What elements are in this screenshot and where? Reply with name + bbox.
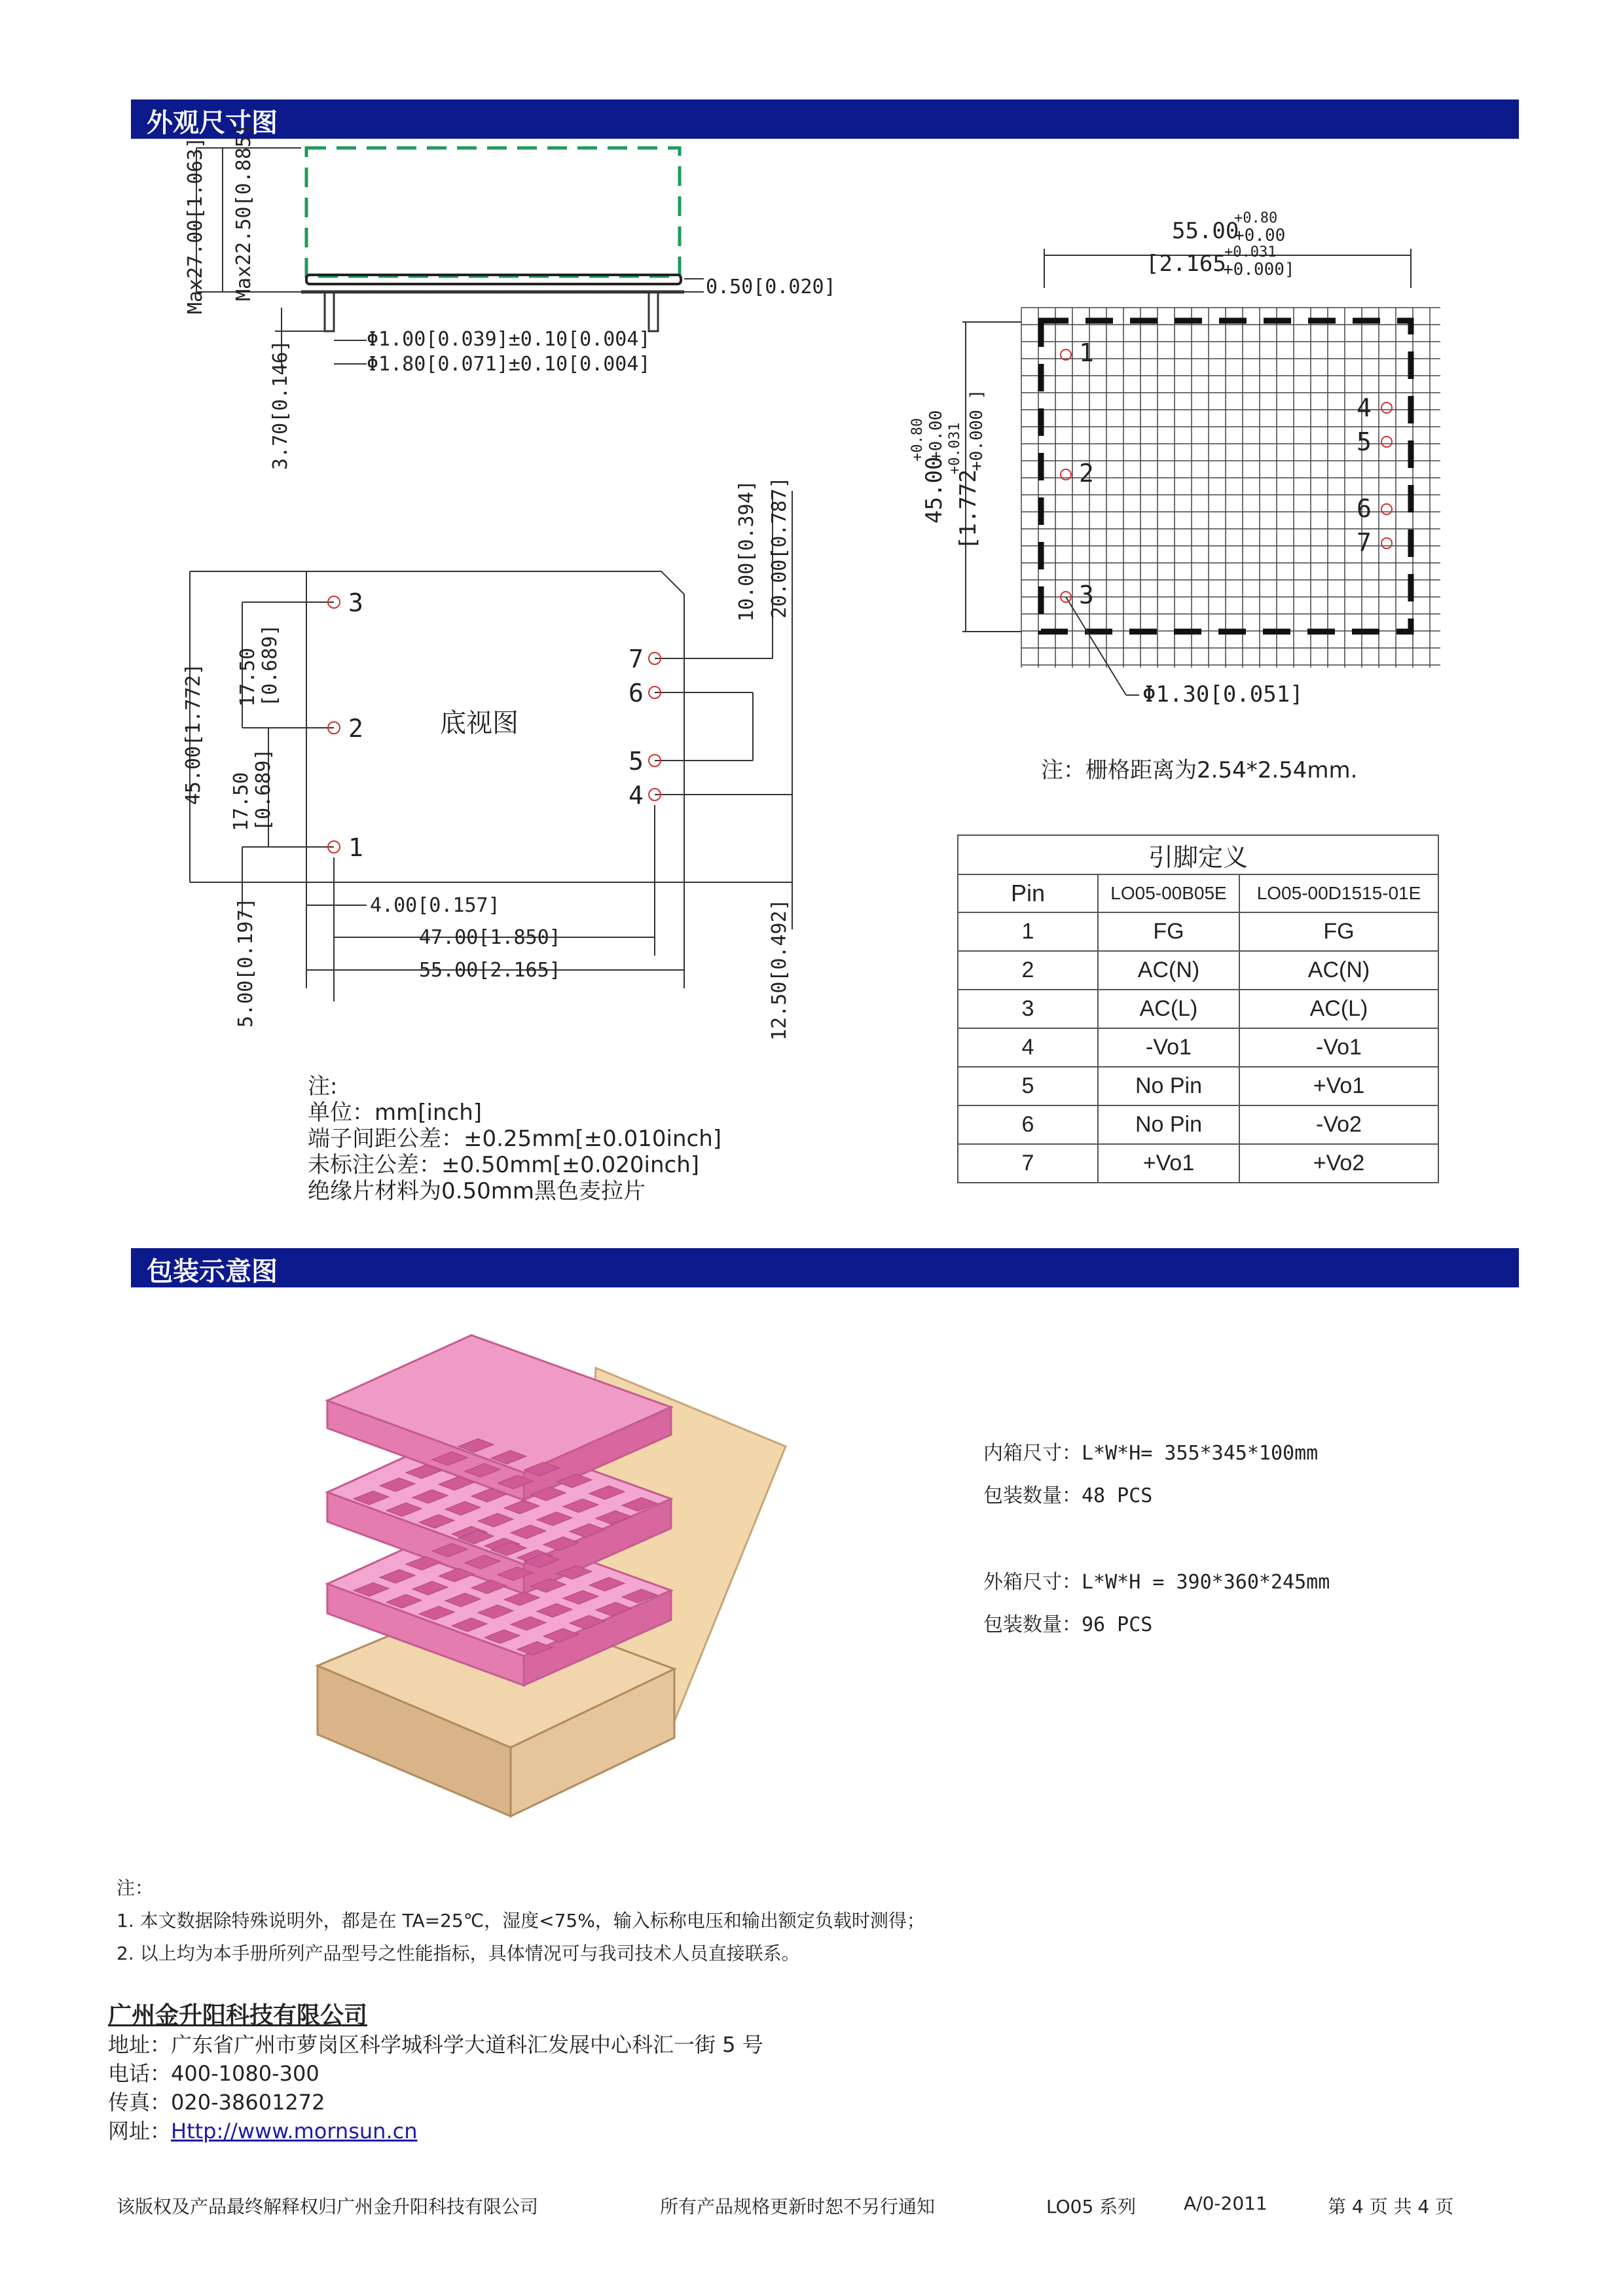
table-cell: AC(N) xyxy=(1239,951,1438,990)
dim-5: 5.00[0.197] xyxy=(234,897,257,1028)
grid-pin-hole xyxy=(1381,504,1392,514)
max22-label: Max22.50[0.885] xyxy=(232,124,255,301)
table-cell: AC(L) xyxy=(1098,990,1239,1028)
grid-height-tol-dn: +0.00 xyxy=(926,410,946,461)
website-link[interactable]: Http://www.mornsun.cn xyxy=(171,2119,418,2144)
grid-width-inch-dn: +0.000] xyxy=(1223,260,1295,279)
outer-box-qty: 包装数量：96 PCS xyxy=(983,1613,1153,1636)
pin-number: 2 xyxy=(1079,459,1094,488)
footer-version: A/0-2011 xyxy=(1184,2193,1267,2214)
grid-pin-hole xyxy=(1381,403,1392,413)
company-name: 广州金升阳科技有限公司 xyxy=(108,2002,368,2029)
footer-page: 第 4 页 共 4 页 xyxy=(1328,2196,1454,2217)
pin-number: 1 xyxy=(348,833,363,862)
footer-copyright: 该版权及产品最终解释权归广州金升阳科技有限公司 xyxy=(117,2196,539,2217)
dim-55: 55.00[2.165] xyxy=(419,959,561,982)
pin-number: 7 xyxy=(629,645,644,673)
pin-definition-table xyxy=(957,834,1439,1183)
pin-right xyxy=(649,292,658,331)
pin-number: 2 xyxy=(348,714,363,743)
pin-number: 6 xyxy=(629,679,644,708)
grid-note: 注：栅格距离为2.54*2.54mm. xyxy=(1041,757,1358,783)
note-line: 未标注公差：±0.50mm[±0.020inch] xyxy=(308,1152,700,1178)
company-web xyxy=(108,2117,763,2145)
section-title: 包装示意图 xyxy=(147,1257,278,1287)
pin-number: 3 xyxy=(1079,581,1094,609)
dim-4: 4.00[0.157] xyxy=(370,894,500,917)
table-cell: AC(N) xyxy=(1098,951,1239,990)
outer-box-size: 外箱尺寸：L*W*H = 390*360*245mm xyxy=(983,1571,1330,1594)
footer-series: LO05 系列 xyxy=(1046,2196,1137,2217)
table-cell: -Vo2 xyxy=(1239,1105,1438,1144)
table-cell: FG xyxy=(1098,912,1239,951)
company-phone: 电话：400-1080-300 xyxy=(108,2061,319,2086)
grid-height-tol-up: +0.80 xyxy=(909,418,926,461)
bottom-view-label: 底视图 xyxy=(440,708,519,738)
pin-shoulder-label: Φ1.80[0.071]±0.10[0.004] xyxy=(367,353,651,376)
dim-12: 12.50[0.492] xyxy=(768,899,791,1041)
pin-number: 4 xyxy=(629,781,644,810)
table-cell: 3 xyxy=(958,990,1098,1028)
table-cell: 4 xyxy=(958,1028,1098,1067)
pin-spacing-dim: 17.50 xyxy=(236,647,259,707)
max27-label: Max27.00[1.063] xyxy=(184,137,207,314)
table-cell: AC(L) xyxy=(1239,990,1438,1028)
pin-number: 1 xyxy=(1079,338,1094,367)
pin-left xyxy=(325,292,334,331)
grid-pin-hole xyxy=(1381,437,1392,447)
module-outline-dashed xyxy=(306,148,680,276)
footer-notice: 所有产品规格更新时恕不另行通知 xyxy=(660,2196,936,2217)
note-line: 注: xyxy=(308,1073,338,1100)
grid-width-mm: 55.00 xyxy=(1172,218,1239,244)
grid-pin-hole xyxy=(1381,538,1392,548)
company-info xyxy=(108,2001,763,2145)
packaging-illustration xyxy=(301,1329,799,1839)
footnotes xyxy=(117,1872,925,1970)
table-cell: 5 xyxy=(958,1067,1098,1105)
table-cell: +Vo1 xyxy=(1098,1144,1239,1183)
table-row xyxy=(958,990,1438,1028)
table-cell: 7 xyxy=(958,1144,1098,1183)
footnote-line: 1. 本文数据除特殊说明外，都是在 TA=25℃，湿度<75%，输入标称电压和输出额定负载时测得； xyxy=(117,1910,925,1931)
table-cell: +Vo1 xyxy=(1239,1067,1438,1105)
table-title: 引脚定义 xyxy=(958,835,1438,874)
inner-box-size: 内箱尺寸：L*W*H= 355*345*100mm xyxy=(983,1442,1319,1465)
pin-number: 6 xyxy=(1357,494,1372,523)
pin-length-label: 3.70[0.146] xyxy=(269,340,292,470)
hole-diameter-label: Φ1.30[0.051] xyxy=(1142,681,1304,708)
column-header: Pin xyxy=(958,874,1098,912)
note-line: 绝缘片材料为0.50mm黑色麦拉片 xyxy=(308,1178,646,1204)
table-row xyxy=(958,951,1438,990)
column-header: LO05-00D1515-01E xyxy=(1239,874,1438,912)
grid-view xyxy=(962,249,1440,695)
grid-width-tol-dn: +0.00 xyxy=(1234,226,1286,245)
grid-width-inch-up: +0.031 xyxy=(1224,244,1277,260)
section-title: 外观尺寸图 xyxy=(147,108,278,138)
note-line: 单位：mm[inch] xyxy=(308,1100,483,1126)
web-label: 网址： xyxy=(108,2119,172,2144)
pin-number: 3 xyxy=(348,588,363,617)
column-header: LO05-00B05E xyxy=(1098,874,1239,912)
footnote-line: 2. 以上均为本手册所列产品型号之性能指标，具体情况可与我司技术人员直接联系。 xyxy=(117,1943,800,1964)
company-address: 地址：广东省广州市萝岗区科学城科学大道科汇发展中心科汇一街 5 号 xyxy=(108,2032,763,2057)
grid-width-tol-up: +0.80 xyxy=(1234,210,1278,226)
plate-thickness-label: 0.50[0.020] xyxy=(706,276,836,298)
table-cell: +Vo2 xyxy=(1239,1144,1438,1183)
dim-10: 10.00[0.394] xyxy=(735,480,758,622)
pin-number: 5 xyxy=(1357,427,1372,456)
grid-width-inch: [2.165 xyxy=(1146,251,1226,277)
grid-height-inch-up: +0.031 xyxy=(947,422,963,475)
height-dim: 45.00[1.772] xyxy=(182,663,205,805)
pin-number: 4 xyxy=(1357,393,1372,422)
table-row xyxy=(958,1144,1438,1183)
table-cell: No Pin xyxy=(1098,1067,1239,1105)
grid-height-inch: [1.772 xyxy=(955,469,981,550)
note-line: 端子间距公差：±0.25mm[±0.010inch] xyxy=(308,1126,722,1152)
dim-20: 20.00[0.787] xyxy=(768,476,791,619)
inner-box-qty: 包装数量：48 PCS xyxy=(983,1484,1153,1507)
table-cell: 6 xyxy=(958,1105,1098,1144)
table-row xyxy=(958,1067,1438,1105)
table-row xyxy=(958,1028,1438,1067)
pin-spacing-inch: [0.689] xyxy=(252,748,275,831)
table-cell: -Vo1 xyxy=(1098,1028,1239,1067)
grid-height-mm: 45.00 xyxy=(921,456,947,524)
pin-spacing-dim: 17.50 xyxy=(230,772,253,831)
table-row xyxy=(958,1105,1438,1144)
table-row xyxy=(958,912,1438,951)
table-cell: FG xyxy=(1239,912,1438,951)
table-cell: No Pin xyxy=(1098,1105,1239,1144)
grid-height-inch-dn: +0.000 ] xyxy=(967,389,987,471)
dimension-notes xyxy=(308,1073,721,1204)
table-cell: 1 xyxy=(958,912,1098,951)
section-header-packaging xyxy=(131,1248,1519,1287)
table-cell: 2 xyxy=(958,951,1098,990)
table-cell: -Vo1 xyxy=(1239,1028,1438,1067)
footnote-line: 注： xyxy=(117,1877,154,1899)
dim-47: 47.00[1.850] xyxy=(419,926,561,949)
pin-spacing-inch: [0.689] xyxy=(259,624,282,707)
pin-number: 7 xyxy=(1357,528,1372,557)
pin-number: 5 xyxy=(629,747,644,776)
company-fax: 传真：020-38601272 xyxy=(108,2090,325,2115)
pin-diameter-label: Φ1.00[0.039]±0.10[0.004] xyxy=(367,328,651,351)
bottom-view xyxy=(190,491,792,1001)
